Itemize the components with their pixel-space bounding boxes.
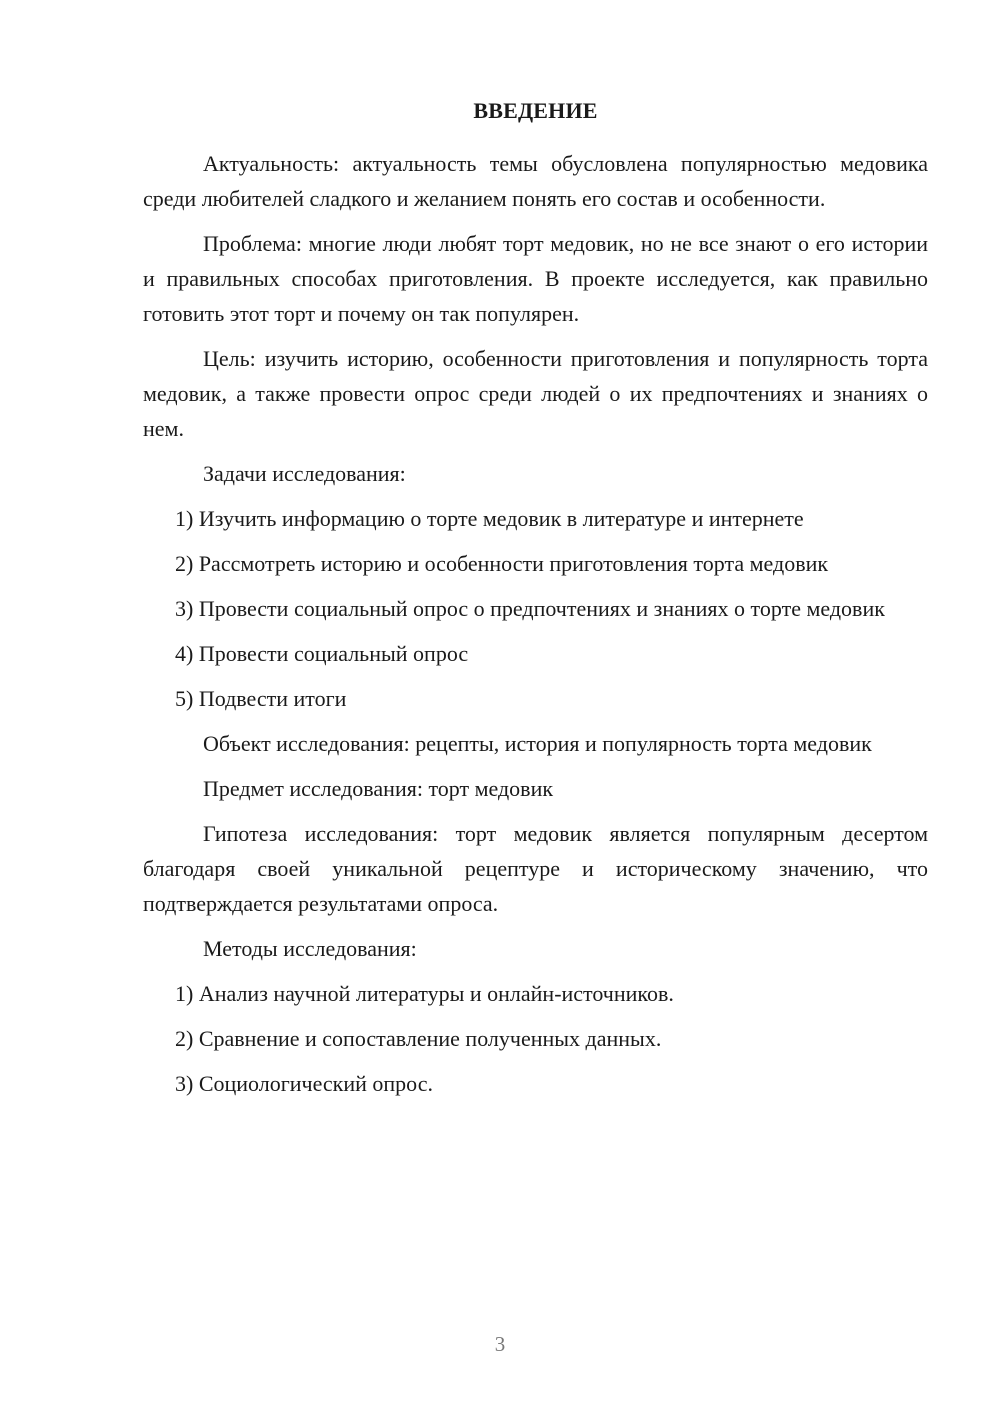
task-item: 4) Провести социальный опрос (175, 641, 469, 666)
problem-paragraph: Проблема: многие люди любят торт медовик, но не все знают о его истории и правильных способах приготовления. В проекте исследуется, как правильно готовить этот торт и почему он так популярен. (143, 231, 928, 326)
methods-title: Методы исследования: (203, 936, 417, 961)
goal-paragraph: Цель: изучить историю, особенности приготовления и популярность торта медовик, а также провести опрос среди людей о их предпочтениях и знаниях о нем. (143, 346, 928, 441)
page-number: 3 (494, 1332, 506, 1356)
relevance-paragraph: Актуальность: актуальность темы обусловлена популярностью медовика среди любителей сладкого и желанием понять его состав и особенности. (143, 151, 928, 211)
subject-paragraph: Предмет исследования: торт медовик (203, 776, 554, 801)
method-item: 3) Социологический опрос. (175, 1071, 433, 1096)
object-paragraph: Объект исследования: рецепты, история и популярность торта медовик (203, 731, 872, 756)
task-item: 3) Провести социальный опрос о предпочтениях и знаниях о торте медовик (175, 596, 885, 621)
tasks-title: Задачи исследования: (203, 461, 406, 486)
method-item: 1) Анализ научной литературы и онлайн-источников. (175, 981, 674, 1006)
task-item: 5) Подвести итоги (175, 686, 347, 711)
section-heading: ВВЕДЕНИЕ (473, 98, 598, 123)
task-item: 2) Рассмотреть историю и особенности приготовления торта медовик (175, 551, 829, 576)
page-content (143, 96, 928, 1111)
method-item: 2) Сравнение и сопоставление полученных данных. (175, 1026, 662, 1051)
task-item: 1) Изучить информацию о торте медовик в литературе и интернете (175, 506, 804, 531)
hypothesis-paragraph: Гипотеза исследования: торт медовик является популярным десертом благодаря своей уникальной рецептуре и историческому значению, что подтверждается результатами опроса. (143, 821, 928, 916)
